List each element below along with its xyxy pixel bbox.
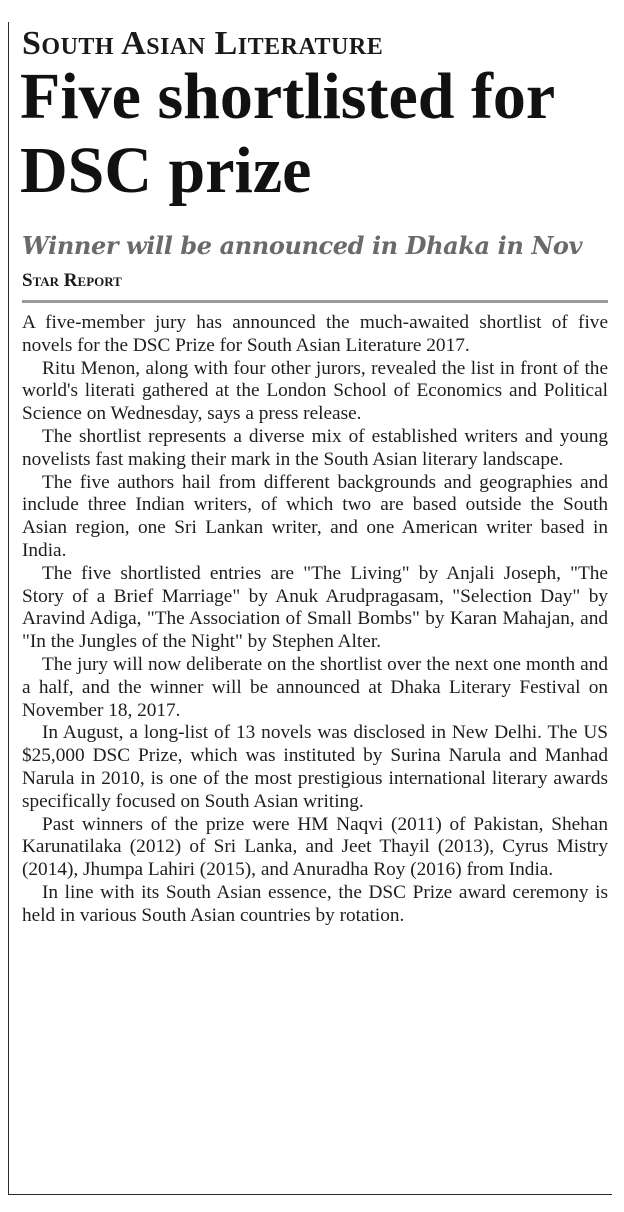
- section-kicker: South Asian Literature: [22, 25, 384, 62]
- paragraph: In August, a long-list of 13 novels was disclosed in New Delhi. The US $25,000 DSC Prize, which was instituted by Surina Narula and Manhad Narula in 2010, is one of the most prestigious international literary awards specifically focused on South Asian writing.: [22, 722, 608, 812]
- headline: Five shortlisted for DSC prize: [20, 60, 555, 207]
- paragraph: The jury will now deliberate on the shortlist over the next one month and a half, and the winner will be announced at Dhaka Literary Festival on November 18, 2017.: [22, 653, 608, 721]
- paragraph: The five authors hail from different backgrounds and geographies and include three Indian writers, of which two are based outside the South Asian region, one Sri Lankan writer, and one American writer based in India.: [22, 471, 608, 561]
- article-body: [22, 312, 608, 928]
- paragraph: Past winners of the prize were HM Naqvi (2011) of Pakistan, Shehan Karunatilaka (2012) of Sri Lanka, and Jeet Thayil (2013), Cyrus Mistry (2014), Jhumpa Lahiri (2015), and Anuradha Roy (2016) from India.: [22, 813, 608, 881]
- column-bottom-rule: [8, 1194, 612, 1195]
- subheadline: Winner will be announced in Dhaka in Nov: [22, 231, 583, 260]
- paragraph: In line with its South Asian essence, the DSC Prize award ceremony is held in various South Asian countries by rotation.: [22, 881, 608, 926]
- paragraph: The shortlist represents a diverse mix of established writers and young novelists fast making their mark in the South Asian literary landscape.: [22, 425, 608, 470]
- paragraph: A five-member jury has announced the much-awaited shortlist of five novels for the DSC Prize for South Asian Literature 2017.: [22, 312, 608, 356]
- byline: Star Report: [22, 270, 122, 291]
- column-left-rule: [8, 22, 9, 1194]
- paragraph: The five shortlisted entries are "The Living" by Anjali Joseph, "The Story of a Brief Marriage" by Anuk Arudpragasam, "Selection Day" by Aravind Adiga, "The Association of Small Bombs" by Karan Mahajan, and "In the Jungles of the Night" by Stephen Alter.: [22, 562, 608, 653]
- header-divider: [22, 300, 608, 303]
- paragraph: Ritu Menon, along with four other jurors, revealed the list in front of the world's literati gathered at the London School of Economics and Political Science on Wednesday, says a press release.: [22, 357, 608, 425]
